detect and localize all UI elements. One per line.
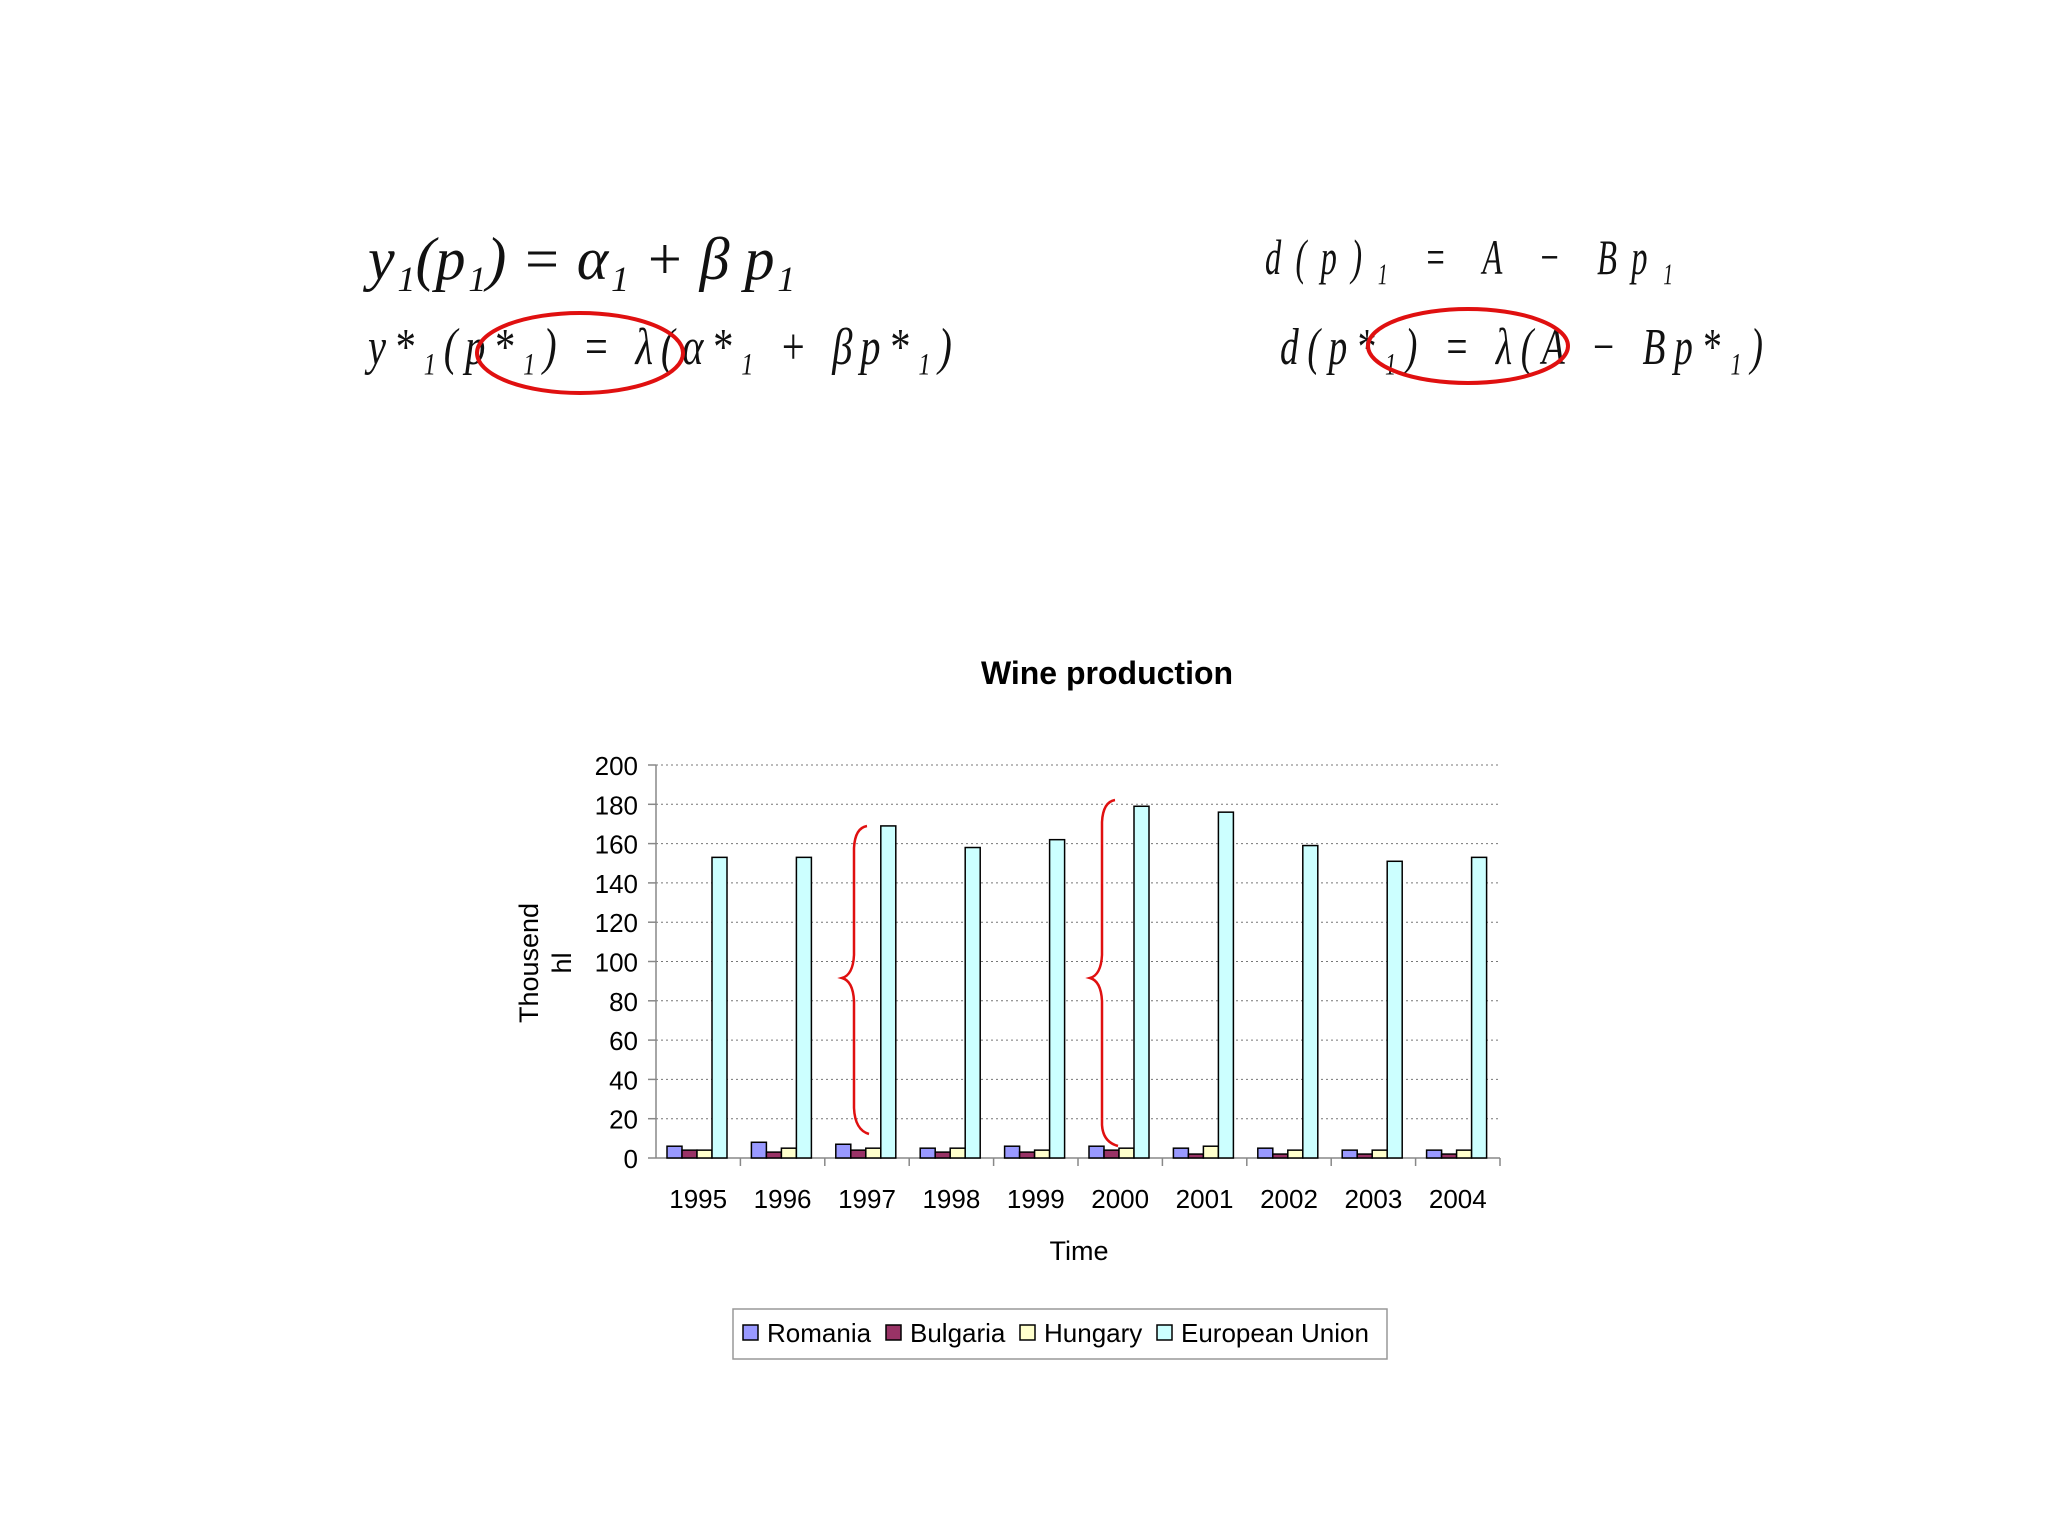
bar-hungary: [1288, 1150, 1303, 1158]
x-tick-label: 2002: [1260, 1184, 1318, 1214]
bar-hungary: [950, 1148, 965, 1158]
equation-demand: d(p)₁ = A − Bp₁: [1265, 229, 1688, 285]
x-tick-label: 1998: [922, 1184, 981, 1214]
bar-hungary: [781, 1148, 796, 1158]
equation-supply-shifted: y*₁(p*₁) = λ(α*₁ + βp*₁): [368, 319, 960, 376]
y-tick-label: 60: [609, 1026, 638, 1057]
bar-romania: [836, 1144, 851, 1158]
bar-layer: [667, 806, 1487, 1158]
x-tick-label: 2001: [1175, 1184, 1234, 1214]
bar-romania: [751, 1142, 766, 1158]
equation-demand-shifted: d(p*₁) = λ(A − Bp*₁): [1280, 319, 1772, 376]
bar-hungary: [1372, 1150, 1387, 1158]
bar-european-union: [1472, 857, 1487, 1158]
bar-bulgaria: [851, 1150, 866, 1158]
legend-swatch: [1020, 1325, 1035, 1340]
y-tick-label: 100: [594, 947, 638, 978]
legend-label: European Union: [1181, 1318, 1369, 1348]
y-tick-label: 180: [594, 790, 638, 821]
bar-romania: [1258, 1148, 1273, 1158]
bar-bulgaria: [1020, 1152, 1035, 1158]
x-tick-label: 2000: [1091, 1184, 1150, 1214]
bar-hungary: [866, 1148, 881, 1158]
bar-hungary: [697, 1150, 712, 1158]
bar-romania: [1173, 1148, 1188, 1158]
x-tick-label: 1995: [669, 1184, 728, 1214]
bar-bulgaria: [1442, 1154, 1457, 1158]
legend-swatch: [1157, 1325, 1172, 1340]
bar-romania: [1427, 1150, 1442, 1158]
y-tick-label: 160: [594, 829, 638, 860]
x-axis-label: Time: [1049, 1236, 1109, 1266]
y-tick-label: 20: [609, 1104, 638, 1135]
x-tick-label: 2003: [1344, 1184, 1403, 1214]
legend-label: Bulgaria: [910, 1318, 1006, 1348]
y-tick-label: 40: [609, 1065, 638, 1096]
bar-bulgaria: [682, 1150, 697, 1158]
y-tick-label: 200: [594, 751, 638, 781]
equation-supply: y₁(p₁) = α₁ + β p₁: [368, 226, 796, 292]
y-tick-label: 140: [594, 868, 638, 899]
legend: [733, 1309, 1387, 1359]
brace-2000: [1090, 800, 1118, 1146]
bar-bulgaria: [1357, 1154, 1372, 1158]
bar-romania: [920, 1148, 935, 1158]
bar-hungary: [1203, 1146, 1218, 1158]
bar-bulgaria: [1273, 1154, 1288, 1158]
legend-swatch: [886, 1325, 901, 1340]
legend-label: Romania: [767, 1318, 872, 1348]
y-axis-label-line-2: hl: [547, 952, 577, 974]
bar-romania: [1342, 1150, 1357, 1158]
legend-swatch: [743, 1325, 758, 1340]
bar-european-union: [1387, 861, 1402, 1158]
chart-title: Wine production: [980, 655, 1234, 691]
grid-layer: [656, 765, 1500, 1119]
bar-romania: [1089, 1146, 1104, 1158]
y-tick-label: 0: [623, 1144, 638, 1174]
bar-bulgaria: [766, 1152, 781, 1158]
x-tick-label: 1996: [753, 1184, 812, 1214]
bar-romania: [1005, 1146, 1020, 1158]
bar-european-union: [796, 857, 811, 1158]
bar-european-union: [965, 848, 980, 1158]
brace-1997: [842, 826, 869, 1134]
bar-bulgaria: [1188, 1154, 1203, 1158]
y-axis-label-line-1: Thousend: [514, 902, 544, 1024]
bar-bulgaria: [1104, 1150, 1119, 1158]
bar-european-union: [1050, 840, 1065, 1158]
bar-european-union: [1218, 812, 1233, 1158]
x-tick-label: 1997: [838, 1184, 896, 1214]
bar-european-union: [881, 826, 896, 1158]
bar-european-union: [1303, 846, 1318, 1158]
bar-bulgaria: [935, 1152, 950, 1158]
bar-european-union: [712, 857, 727, 1158]
bar-hungary: [1457, 1150, 1472, 1158]
y-tick-label: 80: [609, 986, 638, 1017]
axis-layer: [595, 751, 1500, 1214]
bar-romania: [667, 1146, 682, 1158]
x-tick-label: 1999: [1006, 1184, 1065, 1214]
legend-label: Hungary: [1044, 1318, 1143, 1348]
y-tick-label: 120: [594, 908, 638, 939]
bar-european-union: [1134, 806, 1149, 1158]
bar-hungary: [1119, 1148, 1134, 1158]
x-tick-label: 2004: [1428, 1184, 1487, 1214]
bar-hungary: [1035, 1150, 1050, 1158]
